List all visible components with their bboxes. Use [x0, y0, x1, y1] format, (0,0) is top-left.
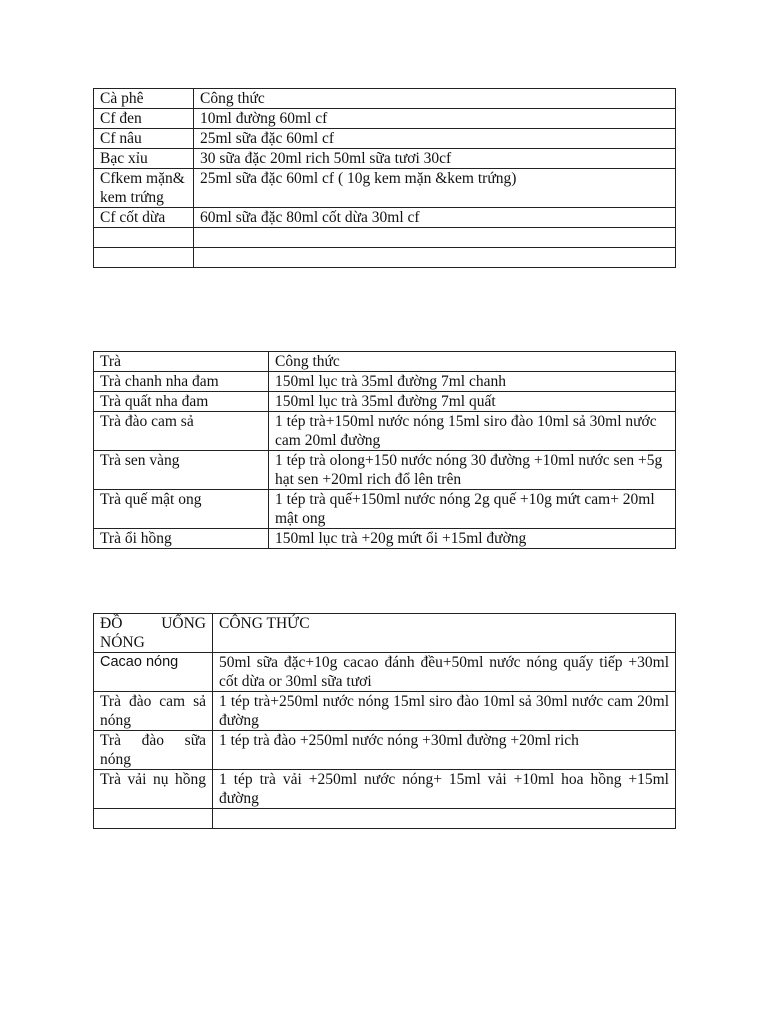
table-header-row: [94, 352, 676, 372]
table-row: [94, 109, 676, 129]
recipe-cell: 25ml sữa đặc 60ml cf: [194, 129, 676, 149]
recipe-cell: 1 tép trà đào +250ml nước nóng +30ml đường +20ml rich: [213, 731, 676, 770]
recipe-cell: 1 tép trà vải +250ml nước nóng+ 15ml vải +10ml hoa hồng +15ml đường: [213, 770, 676, 809]
drink-name-cell: Trà ổi hồng: [94, 529, 269, 549]
drink-name-cell: Trà chanh nha đam: [94, 372, 269, 392]
recipe-cell: 150ml lục trà +20g mứt ổi +15ml đường: [269, 529, 676, 549]
table-row-empty: [94, 809, 676, 829]
table-row: [94, 129, 676, 149]
drink-name-cell: [94, 248, 194, 268]
recipe-cell: [194, 248, 676, 268]
table-header-row: [94, 89, 676, 109]
tea-recipe-table: [93, 351, 676, 549]
table-row: [94, 392, 676, 412]
recipe-cell: 150ml lục trà 35ml đường 7ml chanh: [269, 372, 676, 392]
drink-name-cell: Cacao nóng: [94, 653, 213, 692]
recipe-cell: 10ml đường 60ml cf: [194, 109, 676, 129]
recipe-cell: 60ml sữa đặc 80ml cốt dừa 30ml cf: [194, 208, 676, 228]
header-cell: Cà phê: [94, 89, 194, 109]
drink-name-cell: Trà vải nụ hồng: [94, 770, 213, 809]
table-row: [94, 490, 676, 529]
coffee-recipe-table: [93, 88, 676, 268]
drink-name-cell: Cf cốt dừa: [94, 208, 194, 228]
table-row: [94, 529, 676, 549]
table-row: [94, 770, 676, 809]
recipe-cell: 1 tép trà+150ml nước nóng 15ml siro đào 10ml sả 30ml nước cam 20ml đường: [269, 412, 676, 451]
hot-drinks-recipe-table: [93, 613, 676, 829]
drink-name-cell: [94, 809, 213, 829]
table-row: [94, 692, 676, 731]
recipe-cell: 1 tép trà olong+150 nước nóng 30 đường +10ml nước sen +5g hạt sen +20ml rich đổ lên trên: [269, 451, 676, 490]
header-cell: ĐỒ UỐNG NÓNG: [94, 614, 213, 653]
recipe-cell: 25ml sữa đặc 60ml cf ( 10g kem mặn &kem trứng): [194, 169, 676, 208]
table-row: [94, 372, 676, 392]
table-row: [94, 451, 676, 490]
header-cell: Trà: [94, 352, 269, 372]
drink-name-cell: Cfkem mặn& kem trứng: [94, 169, 194, 208]
table-row: [94, 169, 676, 208]
table-row-empty: [94, 248, 676, 268]
header-cell: CÔNG THỨC: [213, 614, 676, 653]
header-cell: Công thức: [269, 352, 676, 372]
drink-name-cell: Trà quất nha đam: [94, 392, 269, 412]
recipe-cell: [194, 228, 676, 248]
table-row: [94, 731, 676, 770]
recipe-cell: 1 tép trà quế+150ml nước nóng 2g quế +10g mứt cam+ 20ml mật ong: [269, 490, 676, 529]
drink-name-cell: Trà đào cam sả nóng: [94, 692, 213, 731]
table-row: [94, 412, 676, 451]
recipe-cell: 30 sữa đặc 20ml rich 50ml sữa tươi 30cf: [194, 149, 676, 169]
drink-name-cell: [94, 228, 194, 248]
recipe-cell: [213, 809, 676, 829]
table-row-empty: [94, 228, 676, 248]
table-row: [94, 149, 676, 169]
drink-name-cell: Trà sen vàng: [94, 451, 269, 490]
header-cell: Công thức: [194, 89, 676, 109]
drink-name-cell: Trà đào sữa nóng: [94, 731, 213, 770]
table-header-row: [94, 614, 676, 653]
recipe-cell: 50ml sữa đặc+10g cacao đánh đều+50ml nước nóng quấy tiếp +30ml cốt dừa or 30ml sữa tươi: [213, 653, 676, 692]
drink-name-cell: Cf đen: [94, 109, 194, 129]
recipe-cell: 1 tép trà+250ml nước nóng 15ml siro đào 10ml sả 30ml nước cam 20ml đường: [213, 692, 676, 731]
recipe-cell: 150ml lục trà 35ml đường 7ml quất: [269, 392, 676, 412]
drink-name-cell: Trà quế mật ong: [94, 490, 269, 529]
drink-name-cell: Trà đào cam sả: [94, 412, 269, 451]
table-row: [94, 653, 676, 692]
drink-name-cell: Cf nâu: [94, 129, 194, 149]
drink-name-cell: Bạc xỉu: [94, 149, 194, 169]
table-row: [94, 208, 676, 228]
